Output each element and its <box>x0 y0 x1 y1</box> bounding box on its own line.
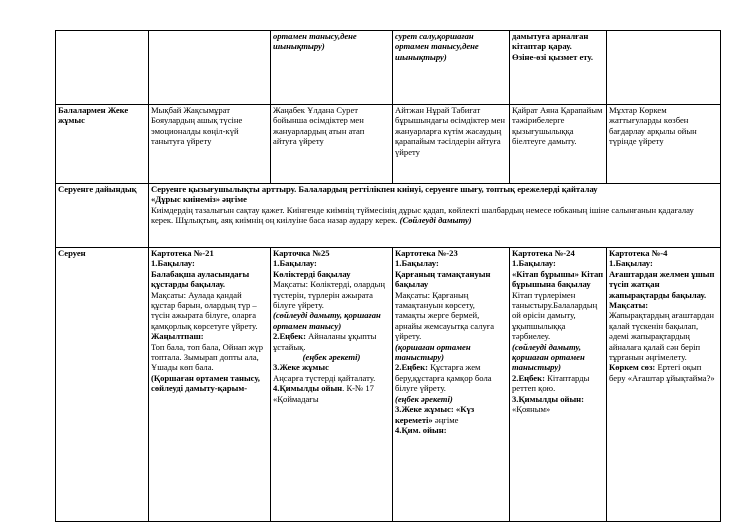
cell-r1-c2 <box>271 31 393 105</box>
walk-c2-goal: Мақсаты: Көліктерді, олардың түстерін, түрлерін ажырата білуге үйрету. <box>273 279 385 311</box>
walk-prep-content <box>149 184 721 248</box>
walk-c4-topic: «Кітап бұрышы» Кітап бұрышына бақылау <box>512 268 604 290</box>
walk-c3-ind-line <box>395 404 507 425</box>
walk-c4-goal: Кітап түрлерімен таныстыру.Балалардың ой өрісін дамыту, ұқыпшылыққа тәрбиелеу. <box>512 289 598 342</box>
plan-table <box>55 30 721 522</box>
walk-c4-sub: 1.Бақылау: <box>512 258 556 269</box>
walk-c1-topic: Балабақша ауласындағы құстарды бақылау. <box>151 268 250 290</box>
walk-c2-title: Карточка №25 <box>273 248 330 258</box>
walk-c4 <box>510 248 607 522</box>
walk-c2-game-head: 4.Қимылды ойын <box>273 383 343 394</box>
walk-prep-poem: «Дұрыс киінеміз» әңгіме <box>151 194 247 205</box>
walk-c2-ind: Аңсарға түстерді қайталату. <box>273 372 376 383</box>
walk-c3-labor-line <box>395 362 507 393</box>
walk-c2-labor-line <box>273 331 390 352</box>
individual-c3: Айтжан Нұрай Табиғат бұрышындағы өсімдіктер мен жануарларға күтім жасаудың қарапайым тәсілдерін айтуға үйрету <box>393 105 510 184</box>
walk-c3-labor-head: 2.Еңбек: <box>395 362 428 373</box>
cell-r1-c3 <box>393 31 510 105</box>
row-label-individual: Балалармен Жеке жұмыс <box>56 105 149 184</box>
walk-c3-topic: Қарғаның тамақтануын бақылау <box>395 268 491 290</box>
walk-c3-labor-tag: (еңбек әрекеті) <box>395 393 453 404</box>
individual-c5: Мұхтар Көркем жаттығуларды көзбен бағдарлау арқылы ойын түрінде үйрету <box>607 105 721 184</box>
walk-prep-body: Киімдердің тазалығын сақтау қажет. Киінгенде киімнің түймесінің дұрыс қадап, көйлекті шалбардың немесе юбканың ішіне салынғанын қадағалау керек. Шұлықтың, аяқ киімнің оң киілуіне баса назар аудару керек. <box>151 204 694 226</box>
walk-c5 <box>607 248 721 522</box>
walk-c2-labor-head: 2.Еңбек: <box>273 331 306 342</box>
walk-c2-tag: (сөйлеуді дамыту, қоршаған ортамен танысу) <box>273 310 381 331</box>
cell-r1-c4 <box>510 31 607 105</box>
walk-c1 <box>149 248 271 522</box>
walk-c1-tag: (Қоршаған ортамен танысу, сөйлеуді дамыту-қарым- <box>151 372 260 394</box>
walk-c2-game: . К-№ 17 «Қоймадағы <box>273 383 374 404</box>
walk-c5-title: Картотека №-4 <box>609 248 668 258</box>
walk-c1-goal: Мақсаты: Аулада қандай құстар барын, олардың түр – түсін ажырата білуге, оларға қамқорлық көрсетуге үйрету. <box>151 289 258 331</box>
walk-prep-title: Серуенге қызығушылықты арттыру. Балалардың реттілікпен киінуі, серуенге шығу, топтық ережелерді қайталау <box>151 184 598 194</box>
walk-c5-word-line <box>609 362 718 383</box>
r1-c2-text: ортамен танысу,дене шынықтыру) <box>273 31 357 52</box>
row-walk <box>56 248 721 522</box>
walk-c3-game-head: 4.Қим. ойын: <box>395 424 447 435</box>
walk-prep-tag: (Сөйлеуді дамыту) <box>399 215 472 226</box>
walk-c4-game: «Қояным» <box>512 404 551 415</box>
cell-r1-c1 <box>149 31 271 105</box>
row-individual-work <box>56 105 721 184</box>
walk-c3-labor: Құстарға жем беру,құстарға қамқор бола білуге үйрету. <box>395 362 492 394</box>
walk-c3-ind-head: 3.Жеке жұмыс: «Күз кереметі» <box>395 404 475 425</box>
individual-c4: Қайрат Аяна Қарапайым тәжірибелерге қызығушылыққа біелтеуге дамыту. <box>510 105 607 184</box>
walk-c1-riddle-head: Жаңылтпаш: <box>151 331 204 342</box>
walk-c4-labor: Кітаптарды реттеп қою. <box>512 372 590 394</box>
cell-r1-label <box>56 31 149 105</box>
walk-c1-sub: 1.Бақылау: <box>151 258 195 269</box>
walk-c3-tag: (қоршаған ортамен таныстыру) <box>395 341 471 363</box>
walk-c5-topic: Ағаштардан желмен ұшып түсіп жатқан жапырақтарды бақылау. <box>609 268 715 300</box>
walk-c5-goal: Жапырақтардың ағаштардан қалай түскенін бақылап, әдемі жапырақтардың айналаға қалай сән беріп тұрғанын әңгімелету. <box>609 310 715 363</box>
walk-c3-sub: 1.Бақылау: <box>395 258 439 269</box>
walk-c1-title: Картотека №-21 <box>151 248 214 258</box>
r1-c4-text-b: Өзіне-өзі қызмет ету. <box>512 51 593 62</box>
cell-r1-c5 <box>607 31 721 105</box>
walk-c2-sub: 1.Бақылау: <box>273 258 317 269</box>
walk-c4-game-head: 3.Қимылды ойын: <box>512 393 584 404</box>
walk-c4-tag: (сөйлеуді дамыту, қоршаған ортамен таныстыру) <box>512 341 585 373</box>
walk-c2-game-line <box>273 383 390 404</box>
walk-c5-word: Ертегі оқып беру «Ағаштар ұйықтайма?» <box>609 362 715 383</box>
walk-c3-goal: Мақсаты: Қарғаның тамақтануын көрсету, тамақты жерге бермей, арнайы жемсауытқа салуға үйрету. <box>395 289 495 342</box>
walk-c2-labor-tag: (еңбек әрекеті) <box>302 352 361 363</box>
walk-c1-riddle: Топ бала, топ бала, Ойнап жүр топтала. Зымырап допты ала, Ұшады көп бала. <box>151 341 264 373</box>
r1-c4-text-a: дамытуға арналған кітаптар қарау. <box>512 31 589 52</box>
walk-c2-ind-head: 3.Жеке жұмыс <box>273 362 329 373</box>
walk-c4-labor-line <box>512 373 604 394</box>
individual-c2: Жаңабек Ұлдана Сурет бойынша өсімдіктер мен жануарлардың атын атап айтуға үйрету <box>271 105 393 184</box>
walk-c3 <box>393 248 510 522</box>
walk-c4-labor-head: 2.Еңбек: <box>512 372 545 383</box>
row-label-walk: Серуен <box>56 248 149 522</box>
walk-c5-goal-head: Мақсаты: <box>609 300 649 311</box>
walk-c2 <box>271 248 393 522</box>
row-label-walk-prep: Серуенге дайындық <box>56 184 149 248</box>
walk-c3-title: Картотека №-23 <box>395 248 458 258</box>
row-continued <box>56 31 721 105</box>
r1-c3-text: сурет салу,қоршаған ортамен танысу,дене шынықтыру) <box>395 31 479 62</box>
walk-c2-labor: Айналаны ұқыпты ұстайық. <box>273 331 377 352</box>
walk-c4-title: Картотека №-24 <box>512 248 575 258</box>
walk-c5-sub: 1.Бақылау: <box>609 258 653 269</box>
walk-c2-topic: Көліктерді бақылау <box>273 268 351 279</box>
walk-c3-ind: әңгіме <box>432 414 459 425</box>
walk-c5-word-head: Көркем сөз: <box>609 362 656 373</box>
individual-c1: Мықбай Жақсымұрат Бояулардың ашық түсіне эмоционалды көңіл-күй танытуға үйрету <box>149 105 271 184</box>
row-walk-prep <box>56 184 721 248</box>
